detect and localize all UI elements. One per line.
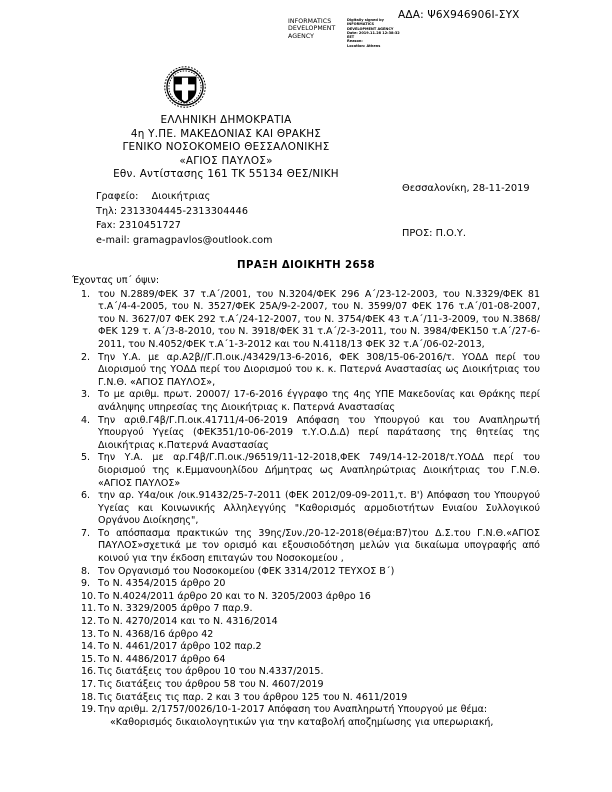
hellenic-republic-emblem-icon	[163, 64, 207, 110]
contact-block	[96, 190, 273, 248]
clause-text: την αρ. Υ4α/οικ /οικ.91432/25-7-2011 (ΦΕΚ 2012/09-09-2011,τ. Β') Απόφαση του Υπουργού Υγείας και Κοινωνικής Αλληλεγγύης "Καθορισμός αρμοδιοτήτων Ενιαίου Συλλογικού Οργάνου Διοίκησης",	[98, 490, 540, 527]
signature-agency-name: INFORMATICS DEVELOPMENT AGENCY	[288, 18, 336, 40]
clause-item	[72, 616, 540, 629]
clause-text: Τον Οργανισμό του Νοσοκομείου (ΦΕΚ 3314/2012 ΤΕΥΧΟΣ Β΄)	[98, 565, 395, 577]
clause-text: Τις διατάξεις του άρθρου 10 του Ν.4337/2015.	[98, 666, 324, 678]
clause-text: Το Ν. 4270/2014 και το Ν. 4316/2014	[98, 616, 278, 628]
clause-number: 2.	[81, 351, 91, 363]
org-line-hospital: ΓΕΝΙΚΟ ΝΟΣΟΚΟΜΕΙΟ ΘΕΣΣΑΛΟΝΙΚΗΣ	[122, 141, 330, 154]
clause-number: 12.	[81, 616, 97, 628]
telephone-row: Τηλ: 2313304445-2313304446	[96, 205, 249, 217]
clause-text: Την Υ.Α. με αρ.Γ4β/Γ.Π.οικ./96519/11-12-2018,ΦΕΚ 749/14-12-2018/τ.ΥΟΔΔ περί του διορισμού της κ.Εμμανουηλίδου Δήμητρας ως Αναπληρώτριας Διοικήτριας του Γ.Ν.Θ. «ΑΓΙΟΣ ΠΑΥΛΟΣ»	[98, 452, 540, 489]
clause-text: Το Ν. 4368/16 άρθρο 42	[98, 628, 214, 640]
organisation-header	[0, 114, 452, 182]
clause-item	[72, 415, 540, 453]
signature-detail-line: DEVELOPMENT AGENCY	[347, 26, 394, 31]
clause-number: 14.	[81, 641, 97, 653]
clause-text: Το Ν. 4461/2017 άρθρο 102 παρ.2	[98, 641, 262, 653]
org-line-address: Εθν. Αντίστασης 161 ΤΚ 55134 ΘΕΣ/ΝΙΚΗ	[113, 168, 339, 181]
clause-item	[72, 289, 540, 352]
clause-number: 4.	[81, 414, 91, 426]
ada-reference-number: ΑΔΑ: Ψ6Χ946906Ι-ΣΥΧ	[398, 9, 520, 21]
clause-item	[72, 566, 540, 579]
clause-text: Το απόσπασμα πρακτικών της 39ης/Συν./20-12-2018(Θέμα:Β7)του Δ.Σ.του Γ.Ν.Θ.«ΑΓΙΟΣ ΠΑΥΛΟΣ»σχετικά με τον ορισμό και εξουσιοδότηση μελών για δικαίωμα υπογραφής από κοινού για την έκδοση επιταγών του Νοσοκομείου ,	[98, 527, 540, 565]
document-body	[72, 275, 540, 729]
clause-text: Την Υ.Α. με αρ.Α2β//Γ.Π.οικ./43429/13-6-2016, ΦΕΚ 308/15-06-2016/τ. ΥΟΔΔ περί του Διορισμού της ΥΟΔΔ περί του Διορισμού του κ. κ. Πατερνά Αναστασίας ως Διοικήτριας του Γ.Ν.Θ. «ΑΓΙΟΣ ΠΑΥΛΟΣ»,	[98, 351, 540, 388]
clause-item	[72, 528, 540, 566]
clause-number: 6.	[81, 490, 91, 502]
clause-item	[72, 666, 540, 679]
recipient-line: ΠΡΟΣ: Π.Ο.Υ.	[402, 228, 466, 239]
clause-item	[72, 603, 540, 616]
clause-text: Την αριθμ. 2/1757/0026/10-1-2017 Απόφαση του Αναπληρωτή Υπουργού με θέμα:	[98, 704, 488, 716]
clause-text: Τις διατάξεις τις παρ. 2 και 3 του άρθρου 125 του Ν. 4611/2019	[98, 691, 408, 703]
clause-number: 16.	[81, 666, 97, 678]
clause-item	[72, 704, 540, 729]
clause-item	[72, 452, 540, 490]
signature-detail-line: INFORMATICS	[347, 22, 375, 27]
clause-number: 15.	[81, 653, 97, 665]
clause-text: του Ν.2889/ΦΕΚ 37 τ.Α΄/2001, του Ν.3204/ΦΕΚ 296 Α΄/23-12-2003, του Ν.3329/ΦΕΚ 81 τ.Α΄/4-4-2005, του Ν. 3527/ΦΕΚ 25Α/9-2-2007, του Ν. 3599/07 ΦΕΚ 176 τ.Α΄/01-08-2007, του Ν. 3627/07 ΦΕΚ 292 τ.Α΄/24-12-2007, του Ν. 3754/ΦΕΚ 43 τ.Α΄/11-3-2009, του Ν.3868/ΦΕΚ 129 τ. Α΄/3-8-2010, του Ν. 3918/ΦΕΚ 31 τ.Α΄/2-3-2011, του Ν. 3984/ΦΕΚ150 τ.Α΄/27-6-2011, του Ν.4052/ΦΕΚ τ.Α΄1-3-2012 και του Ν.4118/13 ΦΕΚ 32 τ.Α΄/06-02-2013,	[98, 288, 540, 350]
clause-number: 18.	[81, 691, 97, 703]
clause-continuation-text: «Καθορισμός δικαιολογητικών για την καταβολή αποζημίωσης για υπερωριακή,	[110, 716, 494, 728]
signature-detail-line: Date: 2019.11.28 12:38:32	[347, 30, 400, 35]
clause-item	[72, 654, 540, 667]
clause-number: 19.	[81, 704, 97, 716]
office-label: Γραφείο:	[96, 191, 139, 202]
signature-detail-line: Location: Athens	[347, 43, 381, 48]
clause-number: 1.	[81, 288, 91, 300]
clause-list	[72, 289, 540, 730]
fax-row: Fax: 2310451727	[96, 220, 182, 232]
clause-item	[72, 490, 540, 528]
clause-item	[72, 591, 540, 604]
org-line-hospital-name: «ΑΓΙΟΣ ΠΑΥΛΟΣ»	[179, 154, 273, 167]
org-line-country: ΕΛΛΗΝΙΚΗ ΔΗΜΟΚΡΑΤΙΑ	[160, 114, 292, 126]
signature-detail-line: Reason:	[347, 39, 363, 44]
page-title: ΠΡΑΞΗ ΔΙΟΙΚΗΤΗ 2658	[237, 260, 375, 271]
preamble-text: Έχοντας υπ΄ όψιν:	[72, 275, 160, 286]
clause-number: 7.	[81, 527, 91, 539]
clause-number: 13.	[81, 628, 97, 640]
clause-item	[72, 679, 540, 692]
clause-number: 10.	[81, 590, 97, 602]
clause-text: Τις διατάξεις του άρθρου 58 του Ν. 4607/2019	[98, 679, 324, 690]
clause-text: Την αριθ.Γ4β/Γ.Π.οικ.41711/4-06-2019 Απόφαση του Υπουργού και του Αναπληρωτή Υπουργού Υγείας (ΦΕΚ351/10-06-2019 τ.Υ.Ο.Δ.Δ) περί παράτασης της θητείας της Διοικήτριας κ.Πατερνά Αναστασίας	[98, 414, 540, 451]
clause-text: Το Ν. 3329/2005 άρθρο 7 παρ.9.	[98, 603, 253, 615]
signature-detail-line: Digitally signed by	[347, 18, 384, 22]
clause-item	[72, 692, 540, 705]
clause-number: 5.	[81, 452, 91, 464]
clause-item	[72, 389, 540, 414]
office-row	[96, 190, 273, 205]
clause-number: 3.	[81, 389, 91, 401]
office-value: Διοικήτριας	[151, 191, 211, 202]
clause-number: 8.	[81, 565, 91, 577]
clause-item	[72, 641, 540, 654]
email-row: e-mail: gramagpavlos@outlook.com	[96, 234, 273, 246]
clause-text: Το Ν. 4486/2017 άρθρο 64	[98, 653, 226, 665]
clause-text: Το με αριθμ. πρωτ. 20007/ 17-6-2016 έγγραφο της 4ης ΥΠΕ Μακεδονίας και Θράκης περί ανάληψης υπηρεσίας της Διοικήτριας κ. Πατερνά Αναστασίας	[98, 389, 540, 413]
org-line-health-region: 4η Υ.ΠΕ. ΜΑΚΕΔΟΝΙΑΣ ΚΑΙ ΘΡΑΚΗΣ	[130, 127, 322, 140]
clause-number: 9.	[81, 578, 91, 590]
clause-number: 11.	[81, 603, 97, 615]
place-and-date: Θεσσαλονίκη, 28-11-2019	[402, 183, 530, 194]
clause-item	[72, 578, 540, 591]
clause-text: Το Ν. 4354/2015 άρθρο 20	[98, 578, 226, 590]
signature-detail-line: EET	[347, 35, 355, 40]
clause-item	[72, 629, 540, 642]
digital-signature-stamp	[288, 18, 405, 48]
clause-number: 17.	[81, 679, 97, 690]
clause-item	[72, 352, 540, 390]
clause-text: Το Ν.4024/2011 άρθρο 20 και το Ν. 3205/2003 άρθρο 16	[98, 590, 371, 602]
signature-details	[347, 18, 405, 48]
